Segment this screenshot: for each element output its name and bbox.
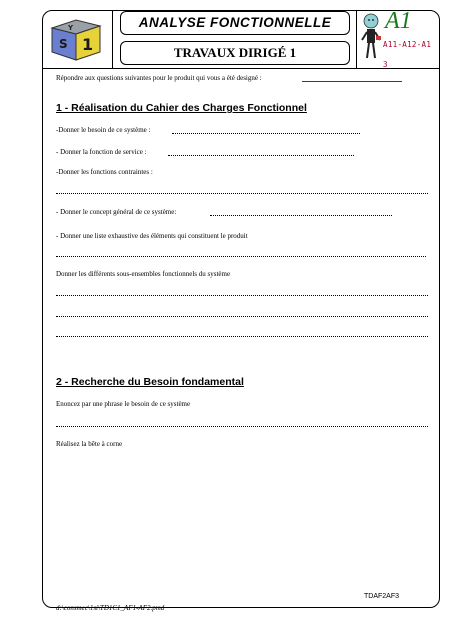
answer-line-besoin[interactable] — [172, 133, 360, 134]
section2-title: 2 - Recherche du Besoin fondamental — [56, 376, 244, 388]
page-subtitle: TRAVAUX DIRIGÉ 1 — [173, 45, 297, 60]
question-fonction-service: - Donner la fonction de service : — [56, 148, 147, 156]
sub-codes: A11-A12-A13 — [383, 40, 432, 69]
person-figure-icon — [359, 12, 383, 62]
logo-cube-icon — [46, 14, 104, 64]
question-sous-ensembles: Donner les différents sous-ensembles fonctionnels du système — [56, 270, 231, 278]
question-enoncez-besoin: Enoncez par une phrase le besoin de ce système — [56, 400, 191, 408]
answer-line-sous-ensembles-1[interactable] — [56, 295, 428, 296]
answer-line-elements[interactable] — [56, 256, 426, 257]
svg-text:Y: Y — [68, 24, 74, 32]
svg-text:1: 1 — [82, 35, 94, 54]
module-code: A1 — [385, 8, 412, 34]
question-bete-a-corne: Réalisez la bête à corne — [56, 440, 123, 448]
question-liste-elements: - Donner une liste exhaustive des éléments qui constituent le produit — [56, 232, 248, 240]
answer-line-contraintes[interactable] — [56, 193, 428, 194]
page-title: ANALYSE FONCTIONNELLE — [138, 15, 332, 30]
footer-file-path: d:\consmec\1si\TD1C1_AF1-AF2.pmd — [56, 604, 165, 612]
header-divider-right — [356, 10, 357, 68]
question-besoin: -Donner le besoin de ce système : — [56, 126, 151, 134]
product-answer-line[interactable] — [302, 81, 402, 82]
question-concept-general: - Donner le concept général de ce système: — [56, 208, 177, 216]
answer-line-sous-ensembles-2[interactable] — [56, 316, 428, 317]
answer-line-enoncez[interactable] — [56, 426, 428, 427]
intro-text: Répondre aux questions suivantes pour le produit qui vous a été designé : — [56, 74, 262, 82]
svg-text:S: S — [59, 37, 68, 51]
question-fonctions-contraintes: -Donner les fonctions contraintes : — [56, 168, 153, 176]
answer-line-fonction-service[interactable] — [168, 155, 354, 156]
answer-line-sous-ensembles-3[interactable] — [56, 336, 428, 337]
footer-ref: TDAF2AF3 — [364, 593, 400, 600]
title-box — [120, 11, 350, 35]
answer-line-concept[interactable] — [210, 215, 392, 216]
subtitle-box — [120, 41, 350, 65]
section1-title: 1 - Réalisation du Cahier des Charges Fonctionnel — [56, 102, 307, 114]
header-divider-left — [112, 10, 113, 68]
header-bottom-line — [42, 68, 439, 69]
page-frame — [42, 10, 440, 608]
